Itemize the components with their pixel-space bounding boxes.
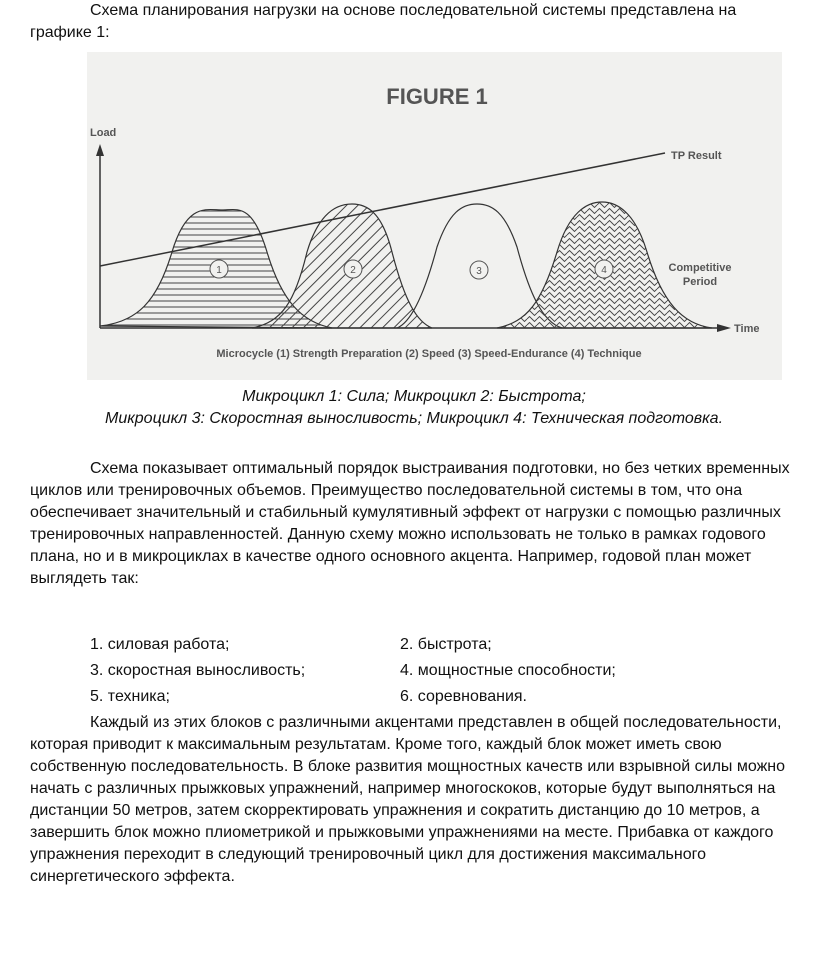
competitive-period-label-line1: Competitive: [668, 262, 732, 274]
svg-text:4: 4: [601, 265, 607, 276]
competitive-period-label-line2: Period: [682, 276, 718, 288]
body-paragraph-2: Каждый из этих блоков с различными акцентами представлен в общей последовательности, которая приводит к максимальным результатам. Кроме того, каждый блок может иметь свою собственную последовательность. В блоке развития мощностных качеств или взрывной силы можно начать с различных прыжковых упражнений, например многоскоков, которые будут выполняться на дистанции 50 метров, затем скорректировать упражнения и сократить дистанцию до 10 метров, а завершить блок можно плиометрикой и прыжковыми упражнениями на месте. Прибавка от каждого упражнения переходит в следующий тренировочный цикл для достижения максимального синергетического эффекта.: [30, 714, 786, 885]
tp-result-label: TP Result: [671, 150, 722, 162]
figure-1: [87, 52, 782, 380]
load-schedule-diagram: [87, 52, 782, 380]
svg-text:2: 2: [350, 265, 356, 276]
microcycle-2-marker: [344, 260, 362, 278]
list-item: 2. быстрота;: [400, 636, 492, 653]
x-axis-arrow-icon: [717, 324, 731, 332]
list-item: 1. силовая работа;: [90, 636, 230, 653]
microcycle-4-marker: [595, 260, 613, 278]
microcycle-1-marker: [210, 260, 228, 278]
caption-line-2: Микроцикл 3: Скоростная выносливость; Микроцикл 4: Техническая подготовка.: [104, 410, 724, 427]
microcycle-3-marker: [470, 261, 488, 279]
list-item: 5. техника;: [90, 688, 170, 705]
x-axis-label: Time: [734, 323, 760, 335]
y-axis-arrow-icon: [96, 144, 104, 156]
figure-title: FIGURE 1: [386, 84, 488, 109]
list-item: 4. мощностные способности;: [400, 662, 616, 679]
figure-legend: Microcycle (1) Strength Preparation (2) Speed (3) Speed-Endurance (4) Technique: [216, 348, 642, 360]
body-paragraph-1: Схема показывает оптимальный порядок выстраивания подготовки, но без четких временных циклов или тренировочных объемов. Преимущество последовательной системы в том, что она обеспечивает значительный и стабильный кумулятивный эффект от нагрузки с помощью различных тренировочных направленностей. Данную схему можно использовать не только в рамках годового плана, но и в микроциклах в качестве одного основного акцента. Например, годовой план может выглядеть так:: [30, 460, 790, 587]
caption-line-1: Микроцикл 1: Сила; Микроцикл 2: Быстрота;: [242, 388, 586, 405]
svg-text:1: 1: [216, 265, 222, 276]
intro-paragraph: Схема планирования нагрузки на основе последовательной системы представлена на графике 1:: [30, 2, 737, 41]
list-item: 3. скоростная выносливость;: [90, 662, 306, 679]
y-axis-label: Load: [90, 127, 117, 139]
svg-text:3: 3: [476, 266, 482, 277]
figure-caption: [0, 386, 828, 430]
list-item: 6. соревнования.: [400, 688, 527, 705]
